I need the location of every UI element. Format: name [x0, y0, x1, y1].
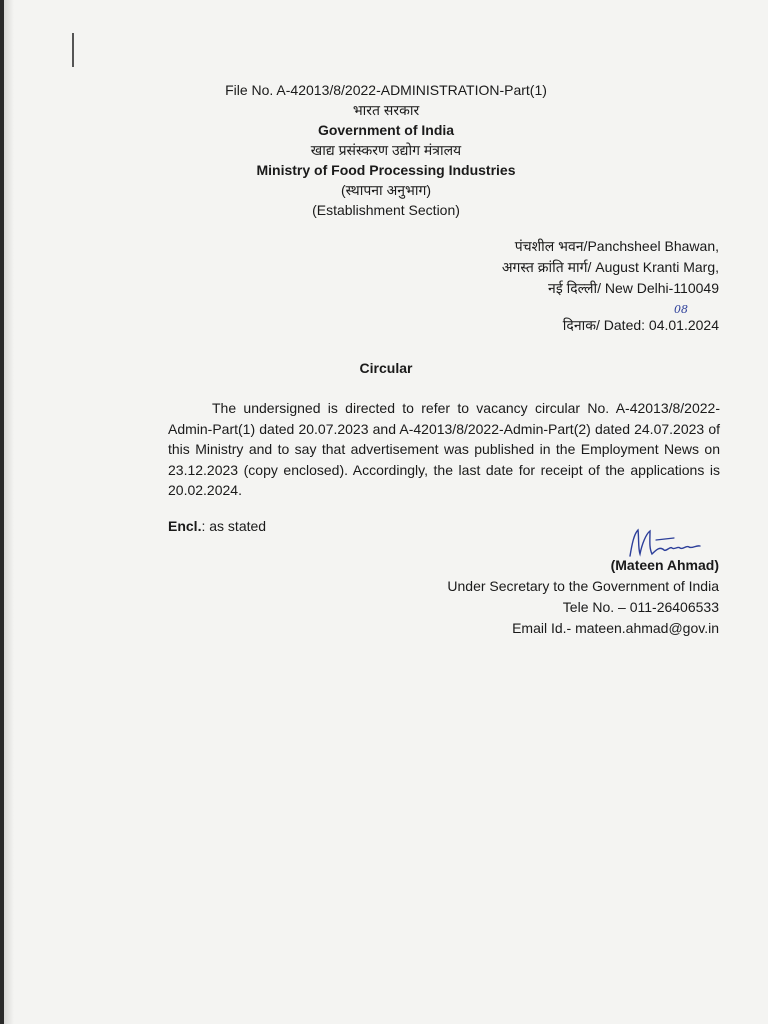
office-address — [502, 236, 719, 299]
ministry-hindi: खाद्य प्रसंस्करण उद्योग मंत्रालय — [310, 142, 462, 158]
signatory-phone: Tele No. – 011-26406533 — [562, 599, 719, 615]
circular-body: The undersigned is directed to refer to vacancy circular No. A-42013/8/2022-Admin-Part(1) dated 20.07.2023 and A-42013/8/2022-Admin-Part(2) dated 24.07.2023 of this Ministry and to say that advertisement was published in the Employment News on 23.12.2023 (copy enclosed). Accordingly, the last date for receipt of the applications is 20.02.2024. — [168, 400, 720, 498]
handwritten-date-correction: 08 — [674, 303, 688, 316]
enclosure-note — [168, 518, 266, 534]
govt-english: Government of India — [317, 122, 455, 138]
address-line-2: अगस्त क्रांति मार्ग/ August Kranti Marg, — [501, 259, 719, 275]
govt-hindi: भारत सरकार — [352, 102, 420, 118]
enclosure-label: Encl. — [168, 518, 202, 534]
document-page — [4, 0, 768, 1024]
document-header — [4, 80, 768, 220]
signatory-block — [447, 555, 719, 639]
enclosure-text: : as stated — [201, 518, 267, 534]
signatory-designation: Under Secretary to the Government of India — [447, 578, 719, 594]
address-line-3: नई दिल्ली/ New Delhi-110049 — [548, 280, 719, 296]
margin-mark — [72, 33, 74, 67]
section-english: (Establishment Section) — [312, 202, 460, 218]
section-hindi: (स्थापना अनुभाग) — [340, 182, 432, 198]
document-date: दिनाक/ Dated: 04.01.2024 — [562, 317, 719, 333]
ministry-english: Ministry of Food Processing Industries — [256, 162, 516, 178]
address-line-1: पंचशील भवन/Panchsheel Bhawan, — [514, 238, 719, 254]
file-number: File No. A-42013/8/2022-ADMINISTRATION-Part(1) — [225, 82, 547, 98]
signatory-email: Email Id.- mateen.ahmad@gov.in — [512, 620, 719, 636]
circular-title: Circular — [359, 360, 413, 376]
signatory-name: (Mateen Ahmad) — [610, 557, 719, 573]
